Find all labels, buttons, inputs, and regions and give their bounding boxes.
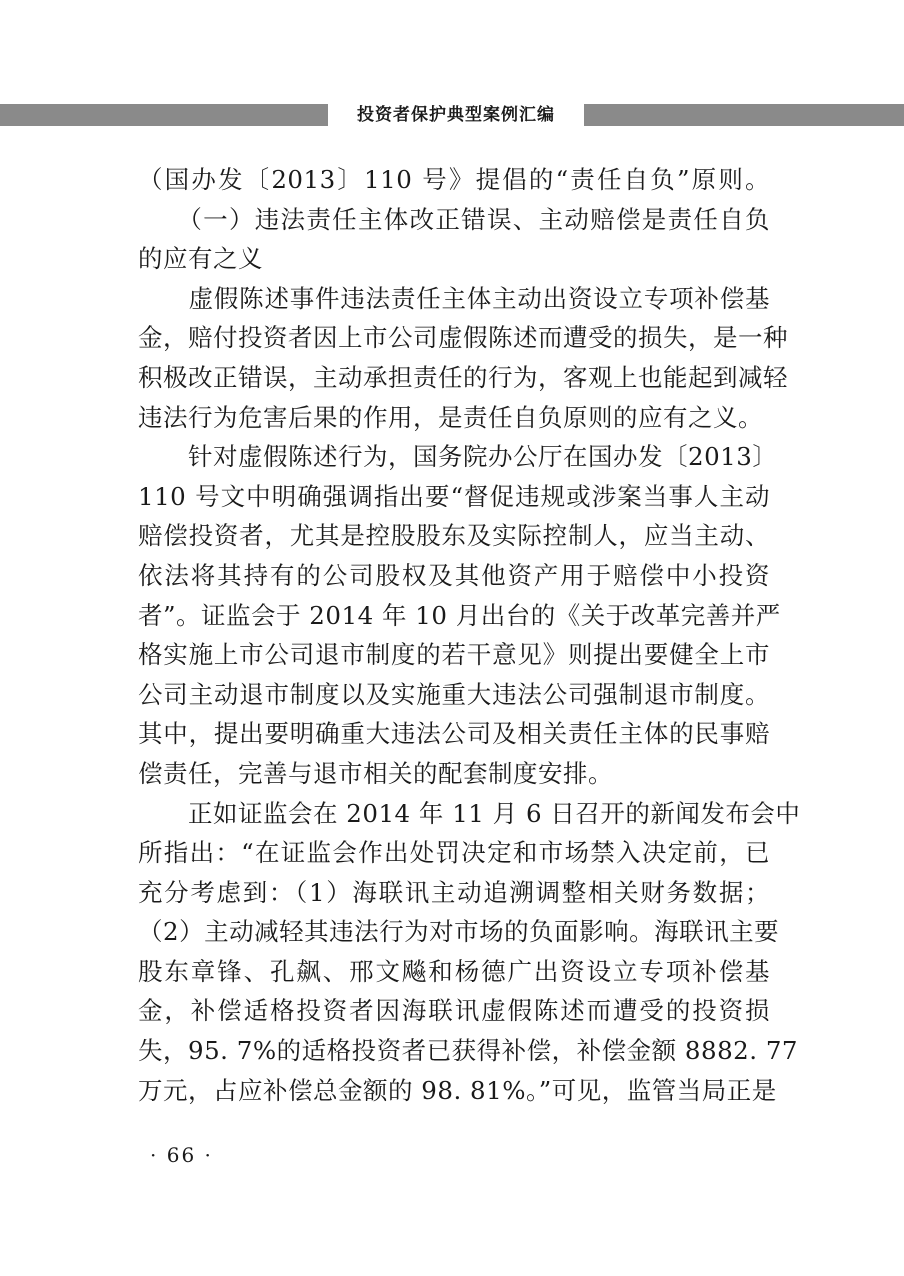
body-text: [138, 160, 801, 1110]
text-line: 股东章锋、孔飙、邢文飚和杨德广出资设立专项补偿基: [138, 956, 770, 986]
header-bar-right: [584, 104, 904, 126]
text-line: 依法将其持有的公司股权及其他资产用于赔偿中小投资: [138, 560, 770, 590]
text-line: 所指出：“在证监会作出处罚决定和市场禁入决定前，已: [138, 838, 770, 868]
text-line: 充分考虑到：（1）海联讯主动追溯调整相关财务数据；: [138, 877, 770, 907]
text-line: （国办发〔2013〕110 号》提倡的“责任自负”原则。: [138, 165, 770, 194]
text-line: 偿责任，完善与退市相关的配套制度安排。: [138, 758, 613, 788]
text-line: 110 号文中明确强调指出要“督促违规或涉案当事人主动: [138, 481, 770, 511]
text-line: 积极改正错误，主动承担责任的行为，客观上也能起到减轻: [138, 362, 788, 392]
text-line: 金，补偿适格投资者因海联讯虚假陈述而遭受的投资损: [138, 996, 770, 1026]
text-line: 违法行为危害后果的作用，是责任自负原则的应有之义。: [138, 402, 763, 432]
text-line: 公司主动退市制度以及实施重大违法公司强制退市制度。: [138, 679, 770, 709]
text-line: 格实施上市公司退市制度的若干意见》则提出要健全上市: [138, 640, 770, 670]
text-line: 其中，提出要明确重大违法公司及相关责任主体的民事赔: [138, 719, 770, 749]
text-line: 者”。证监会于 2014 年 10 月出台的《关于改革完善并严: [138, 600, 781, 630]
header-bar-left: [0, 104, 328, 126]
running-header: [0, 104, 904, 126]
text-line: 失，95. 7%的适格投资者已获得补偿，补偿金额 8882. 77: [138, 1036, 799, 1066]
page-number: · 66 ·: [150, 1143, 213, 1167]
book-title: 投资者保护典型案例汇编: [357, 105, 555, 125]
text-line: 针对虚假陈述行为，国务院办公厅在国办发〔2013〕: [138, 442, 778, 472]
text-line: 赔偿投资者，尤其是控股股东及实际控制人，应当主动、: [138, 521, 770, 551]
section-heading-line: 的应有之义: [138, 244, 263, 274]
text-line: 万元，占应补偿总金额的 98. 81%。”可见，监管当局正是: [138, 1075, 777, 1105]
text-line: （2）主动减轻其违法行为对市场的负面影响。海联讯主要: [138, 917, 780, 947]
text-line: 虚假陈述事件违法责任主体主动出资设立专项补偿基: [138, 283, 770, 313]
text-line: 金，赔付投资者因上市公司虚假陈述而遭受的损失，是一种: [138, 323, 788, 353]
text-line: 正如证监会在 2014 年 11 月 6 日召开的新闻发布会中: [138, 798, 801, 828]
section-heading-line: （一）违法责任主体改正错误、主动赔偿是责任自负: [138, 204, 770, 234]
